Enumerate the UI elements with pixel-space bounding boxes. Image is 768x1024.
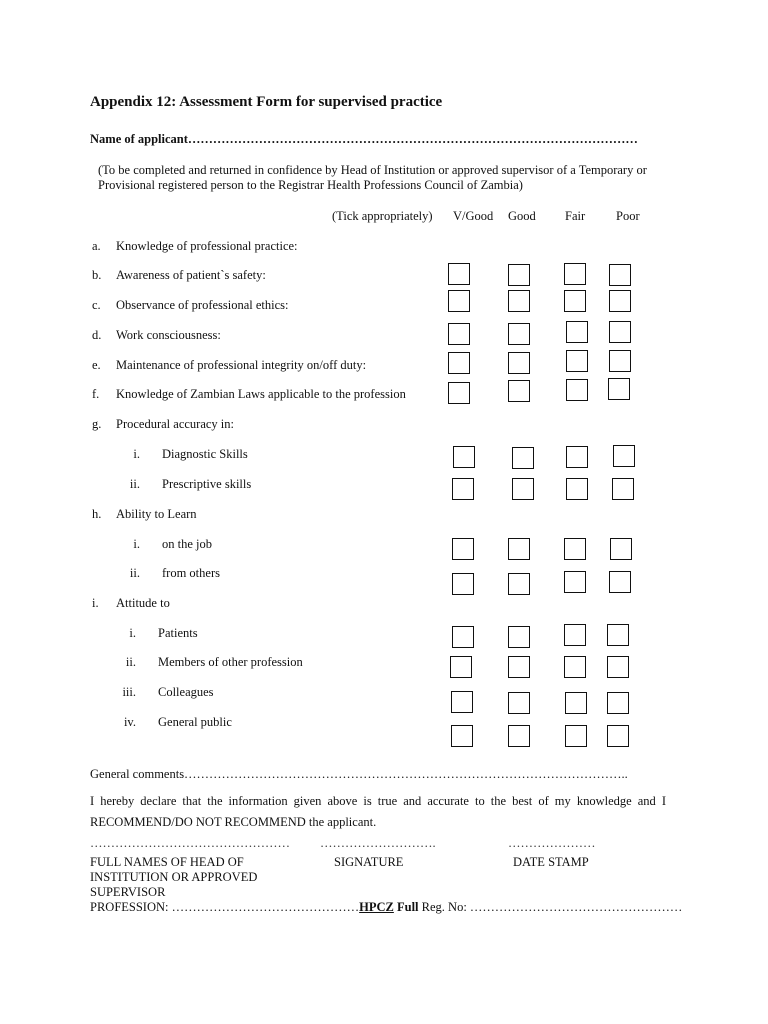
checkbox-integrity-fair[interactable] [566, 350, 588, 372]
full-label: Full [396, 900, 419, 914]
checkbox-public-good[interactable] [508, 725, 530, 747]
item-label-learn: Ability to Learn [116, 507, 197, 521]
item-label-ethics: Observance of professional ethics: [116, 298, 289, 312]
item-letter: i. [92, 596, 99, 610]
checkbox-prescriptive-fair[interactable] [566, 478, 588, 500]
item-letter: c. [92, 298, 101, 312]
profession-field[interactable]: PROFESSION: ……………………………………… [90, 900, 360, 914]
recommend-option: RECOMMEND/DO NOT RECOMMEND [90, 815, 306, 829]
declaration [90, 791, 666, 833]
names-signature-line[interactable]: ………………………………………… [90, 836, 290, 850]
item-letter: b. [92, 268, 102, 282]
checkbox-ethics-poor[interactable] [609, 290, 631, 312]
date-line[interactable]: ………………… [508, 836, 596, 850]
checkbox-colleagues-poor[interactable] [607, 692, 629, 714]
checkbox-integrity-poor[interactable] [609, 350, 631, 372]
item-letter: e. [92, 358, 101, 372]
checkbox-onjob-fair[interactable] [564, 538, 586, 560]
signature-line[interactable]: ………………………. [320, 836, 436, 850]
column-poor: Poor [616, 209, 640, 223]
checkbox-colleagues-vgood[interactable] [451, 691, 473, 713]
checkbox-others-good[interactable] [508, 573, 530, 595]
sub-num: ii. [129, 477, 140, 491]
checkbox-members-fair[interactable] [564, 656, 586, 678]
checkbox-others-fair[interactable] [564, 571, 586, 593]
sub-label-members: Members of other profession [158, 655, 303, 669]
general-comments-field[interactable]: General comments…………………………………………………………………………………………….. [90, 767, 628, 781]
checkbox-work-vgood[interactable] [448, 323, 470, 345]
sub-num: ii. [129, 566, 140, 580]
checkbox-integrity-vgood[interactable] [448, 352, 470, 374]
full-names-label: FULL NAMES OF HEAD OF INSTITUTION OR APPROVED SUPERVISOR [90, 855, 258, 899]
checkbox-onjob-vgood[interactable] [452, 538, 474, 560]
item-letter: h. [92, 507, 102, 521]
checkbox-patients-vgood[interactable] [452, 626, 474, 648]
item-letter: f. [92, 387, 100, 401]
sub-label-diagnostic: Diagnostic Skills [162, 447, 248, 461]
column-good: Good [508, 209, 536, 223]
checkbox-diagnostic-good[interactable] [512, 447, 534, 469]
sub-label-on-job: on the job [162, 537, 212, 551]
checkbox-laws-good[interactable] [508, 380, 530, 402]
checkbox-others-vgood[interactable] [452, 573, 474, 595]
item-label-attitude: Attitude to [116, 596, 170, 610]
checkbox-laws-fair[interactable] [566, 379, 588, 401]
checkbox-work-fair[interactable] [566, 321, 588, 343]
date-stamp-label: DATE STAMP [513, 855, 589, 869]
item-letter: a. [92, 239, 101, 253]
checkbox-patients-good[interactable] [508, 626, 530, 648]
sub-num: ii. [125, 655, 136, 669]
checkbox-public-poor[interactable] [607, 725, 629, 747]
checkbox-diagnostic-poor[interactable] [613, 445, 635, 467]
sub-num: iv. [123, 715, 136, 729]
sub-num: iii. [122, 685, 136, 699]
instructions-note: (To be completed and returned in confidence by Head of Institution or approved supervisor of a Temporary or Provisional registered person to the Registrar Health Professions Council of Zambia) [98, 163, 647, 192]
item-label-integrity: Maintenance of professional integrity on/off duty: [116, 358, 367, 372]
item-label-knowledge: Knowledge of professional practice: [116, 239, 298, 253]
checkbox-prescriptive-vgood[interactable] [452, 478, 474, 500]
checkbox-integrity-good[interactable] [508, 352, 530, 374]
checkbox-colleagues-fair[interactable] [565, 692, 587, 714]
checkbox-safety-good[interactable] [508, 264, 530, 286]
checkbox-members-poor[interactable] [607, 656, 629, 678]
checkbox-safety-poor[interactable] [609, 264, 631, 286]
sub-num: i. [133, 537, 140, 551]
checkbox-laws-poor[interactable] [608, 378, 630, 400]
checkbox-public-vgood[interactable] [451, 725, 473, 747]
checkbox-colleagues-good[interactable] [508, 692, 530, 714]
item-letter: g. [92, 417, 102, 431]
checkbox-onjob-poor[interactable] [610, 538, 632, 560]
checkbox-work-poor[interactable] [609, 321, 631, 343]
sub-label-public: General public [158, 715, 232, 729]
column-vgood: V/Good [453, 209, 494, 223]
checkbox-patients-fair[interactable] [564, 624, 586, 646]
checkbox-patients-poor[interactable] [607, 624, 629, 646]
checkbox-prescriptive-good[interactable] [512, 478, 534, 500]
checkbox-ethics-vgood[interactable] [448, 290, 470, 312]
checkbox-others-poor[interactable] [609, 571, 631, 593]
item-letter: d. [92, 328, 102, 342]
item-label-work: Work consciousness: [116, 328, 221, 342]
sub-label-colleagues: Colleagues [158, 685, 214, 699]
checkbox-diagnostic-fair[interactable] [566, 446, 588, 468]
checkbox-prescriptive-poor[interactable] [612, 478, 634, 500]
checkbox-safety-fair[interactable] [564, 263, 586, 285]
item-label-laws: Knowledge of Zambian Laws applicable to the profession [116, 387, 406, 401]
checkbox-ethics-fair[interactable] [564, 290, 586, 312]
sub-num: i. [133, 447, 140, 461]
signature-label: SIGNATURE [334, 855, 404, 869]
page-title: Appendix 12: Assessment Form for supervised practice [90, 94, 443, 110]
tick-instruction: (Tick appropriately) [332, 209, 433, 223]
column-fair: Fair [565, 209, 586, 223]
checkbox-ethics-good[interactable] [508, 290, 530, 312]
profession-row [90, 900, 682, 915]
reg-no-field[interactable]: Reg. No: …………………………………………… [418, 900, 683, 914]
hpcz-label: HPCZ [359, 900, 394, 914]
checkbox-members-vgood[interactable] [450, 656, 472, 678]
declaration-suffix: the applicant. [305, 815, 377, 829]
sub-num: i. [129, 626, 136, 640]
applicant-name-field[interactable]: Name of applicant……………………………………………………………………………………………… [90, 132, 638, 146]
checkbox-work-good[interactable] [508, 323, 530, 345]
checkbox-safety-vgood[interactable] [448, 263, 470, 285]
checkbox-members-good[interactable] [508, 656, 530, 678]
sub-label-patients: Patients [158, 626, 198, 640]
sub-label-others: from others [162, 566, 220, 580]
item-label-procedural: Procedural accuracy in: [116, 417, 234, 431]
declaration-text: I hereby declare that the information given above is true and accurate to the best of my knowledge and I [90, 794, 666, 808]
checkbox-public-fair[interactable] [565, 725, 587, 747]
sub-label-prescriptive: Prescriptive skills [162, 477, 252, 491]
checkbox-laws-vgood[interactable] [448, 382, 470, 404]
item-label-safety: Awareness of patient`s safety: [116, 268, 266, 282]
checkbox-diagnostic-vgood[interactable] [453, 446, 475, 468]
checkbox-onjob-good[interactable] [508, 538, 530, 560]
